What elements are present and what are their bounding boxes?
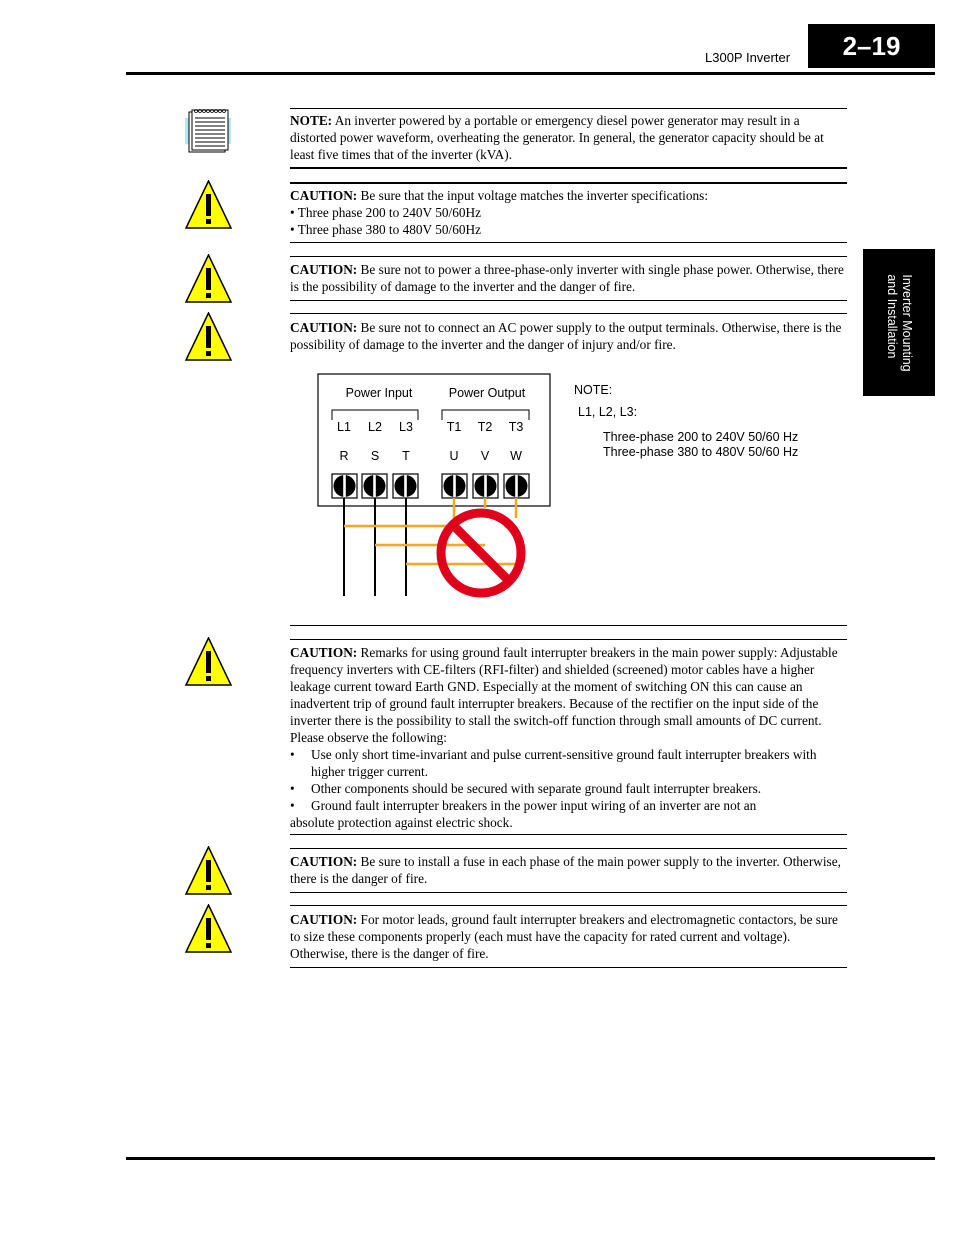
caution1-bottom-rule <box>290 242 847 243</box>
screw-terminal-icon <box>393 474 418 498</box>
caution6-top-rule <box>290 905 847 906</box>
input-wires <box>344 498 406 596</box>
caution4-bullet-3-cont: absolute protection against electric shock. <box>290 815 513 830</box>
caution2-label: CAUTION: <box>290 262 358 277</box>
diagram-note-line2: Three-phase 380 to 480V 50/60 Hz <box>603 445 799 459</box>
caution1-bullet-2: • Three phase 380 to 480V 50/60Hz <box>290 222 482 237</box>
caution2-bottom-rule <box>290 300 847 301</box>
screw-terminal-icon <box>362 474 387 498</box>
terminal-label: L3 <box>399 420 413 434</box>
side-tab-line2: and Installation <box>885 273 899 358</box>
caution4-top-rule <box>290 639 847 640</box>
note-label: NOTE: <box>290 113 333 128</box>
warning-triangle-icon <box>185 312 232 361</box>
terminal-label: T2 <box>477 420 493 434</box>
caution2-text: Be sure not to power a three-phase-only inverter with single phase power. Otherwise, there is the possibility of damage to the inverter and the danger of fire. <box>290 262 844 294</box>
caution2-top-rule <box>290 256 847 257</box>
caution4-bullet-2-text: Other components should be secured with separate ground fault interrupter breakers. <box>311 781 762 796</box>
screw-terminal-icon <box>473 474 498 498</box>
caution5-label: CAUTION: <box>290 854 358 869</box>
caution6-bottom-rule <box>290 967 847 968</box>
caution6-text: For motor leads, ground fault interrupter breakers and electromagnetic contactors, be sure to size these components properly (each must have the capacity for rated current and voltage). Otherwise, there is the danger of fire. <box>290 912 838 961</box>
terminal-label: L2 <box>368 420 382 434</box>
note-paragraph <box>290 112 846 163</box>
note-top-rule <box>290 108 847 109</box>
caution4-bullet-1-text: Use only short time-invariant and pulse current-sensitive ground fault interrupter breakers with higher trigger current. <box>311 747 817 779</box>
caution5-paragraph <box>290 853 846 887</box>
caution1-text: Be sure that the input voltage matches the inverter specifications: <box>357 188 709 203</box>
terminal-phase-label: V <box>480 449 490 463</box>
caution1-bullet-1: • Three phase 200 to 240V 50/60Hz <box>290 205 482 220</box>
terminal-phase-label: U <box>449 449 459 463</box>
notepad-icon <box>184 108 232 154</box>
terminal-label: T3 <box>508 420 524 434</box>
warning-triangle-icon <box>185 637 232 686</box>
caution4-label: CAUTION: <box>290 645 358 660</box>
diagram-note-label: NOTE: <box>574 383 613 397</box>
terminal-phase-label: R <box>339 449 349 463</box>
caution4-bullet-3-text: Ground fault interrupter breakers in the power input wiring of an inverter are not an <box>311 798 757 813</box>
diagram-note-sub: L1, L2, L3: <box>578 405 638 419</box>
warning-triangle-icon <box>185 180 232 229</box>
power-output-label: Power Output <box>448 386 526 400</box>
caution4-bullet-2: • Other components should be secured with separate ground fault interrupter breakers. <box>290 781 762 796</box>
note-text: An inverter powered by a portable or emergency diesel power generator may result in a distorted power waveform, overheating the generator. In general, the generator capacity should be at least five times that of the inverter (kVA). <box>290 113 824 162</box>
caution1-paragraph <box>290 187 846 238</box>
caution1-label: CAUTION: <box>290 188 358 203</box>
terminal-phase-label: S <box>370 449 380 463</box>
footer-rule <box>126 1157 935 1160</box>
warning-triangle-icon <box>185 254 232 303</box>
caution5-bottom-rule <box>290 892 847 893</box>
caution4-text: Remarks for using ground fault interrupter breakers in the main power supply: Adjustable frequency inverters with CE-filters (RFI-filter) and shielded (screened) motor cables have a higher leakage current toward Earth GND. Especially at the moment of switching ON this can cause an inadvertent trip of ground fault interrupter breakers. Because of the rectifier on the input side of the inverter there is the possibility to stall the switch-off function through small amounts of DC current. Please observe the following: <box>290 645 838 745</box>
header-product-title: L300P Inverter <box>705 50 791 65</box>
caution4-bottom-rule <box>290 834 847 835</box>
page-number: 2–19 <box>808 24 935 68</box>
screw-terminal-icon <box>442 474 467 498</box>
terminal-phase-label: T <box>402 449 410 463</box>
prohibited-icon <box>441 513 521 593</box>
caution5-text: Be sure to install a fuse in each phase of the main power supply to the inverter. Otherwise, there is the danger of fire. <box>290 854 841 886</box>
wiring-diagram <box>300 368 860 608</box>
diagram-note-line1: Three-phase 200 to 240V 50/60 Hz <box>603 430 799 444</box>
caution5-top-rule <box>290 848 847 849</box>
caution3-text: Be sure not to connect an AC power supply to the output terminals. Otherwise, there is the possibility of damage to the inverter and the danger of injury and/or fire. <box>290 320 842 352</box>
wrong-connection-wires <box>344 498 516 564</box>
warning-triangle-icon <box>185 904 232 953</box>
caution4-bullet-3: • Ground fault interrupter breakers in the power input wiring of an inverter are not an <box>290 798 757 813</box>
screw-terminal-icon <box>504 474 529 498</box>
side-tab-line1: Inverter Mounting <box>900 273 914 372</box>
caution2-paragraph <box>290 261 846 295</box>
chapter-side-tab-label <box>884 274 914 371</box>
caution3-label: CAUTION: <box>290 320 358 335</box>
caution3-top-rule <box>290 313 847 314</box>
caution6-paragraph <box>290 911 846 962</box>
diagram-bottom-rule <box>290 625 847 626</box>
screw-terminal-icon <box>332 474 357 498</box>
terminal-phase-label: W <box>510 449 522 463</box>
terminal-label: T1 <box>446 420 462 434</box>
caution1-top-rule <box>290 182 847 184</box>
caution4-paragraph <box>290 644 846 831</box>
chapter-side-tab[interactable] <box>863 249 935 396</box>
caution4-bullet-1: • Use only short time-invariant and pulse current-sensitive ground fault interrupter breakers with higher trigger current. <box>290 747 817 779</box>
terminal-label: L1 <box>337 420 351 434</box>
note-bottom-rule <box>290 167 847 169</box>
warning-triangle-icon <box>185 846 232 895</box>
header-rule <box>126 72 935 75</box>
caution6-label: CAUTION: <box>290 912 358 927</box>
caution3-paragraph <box>290 319 846 353</box>
power-input-label: Power Input <box>345 386 413 400</box>
